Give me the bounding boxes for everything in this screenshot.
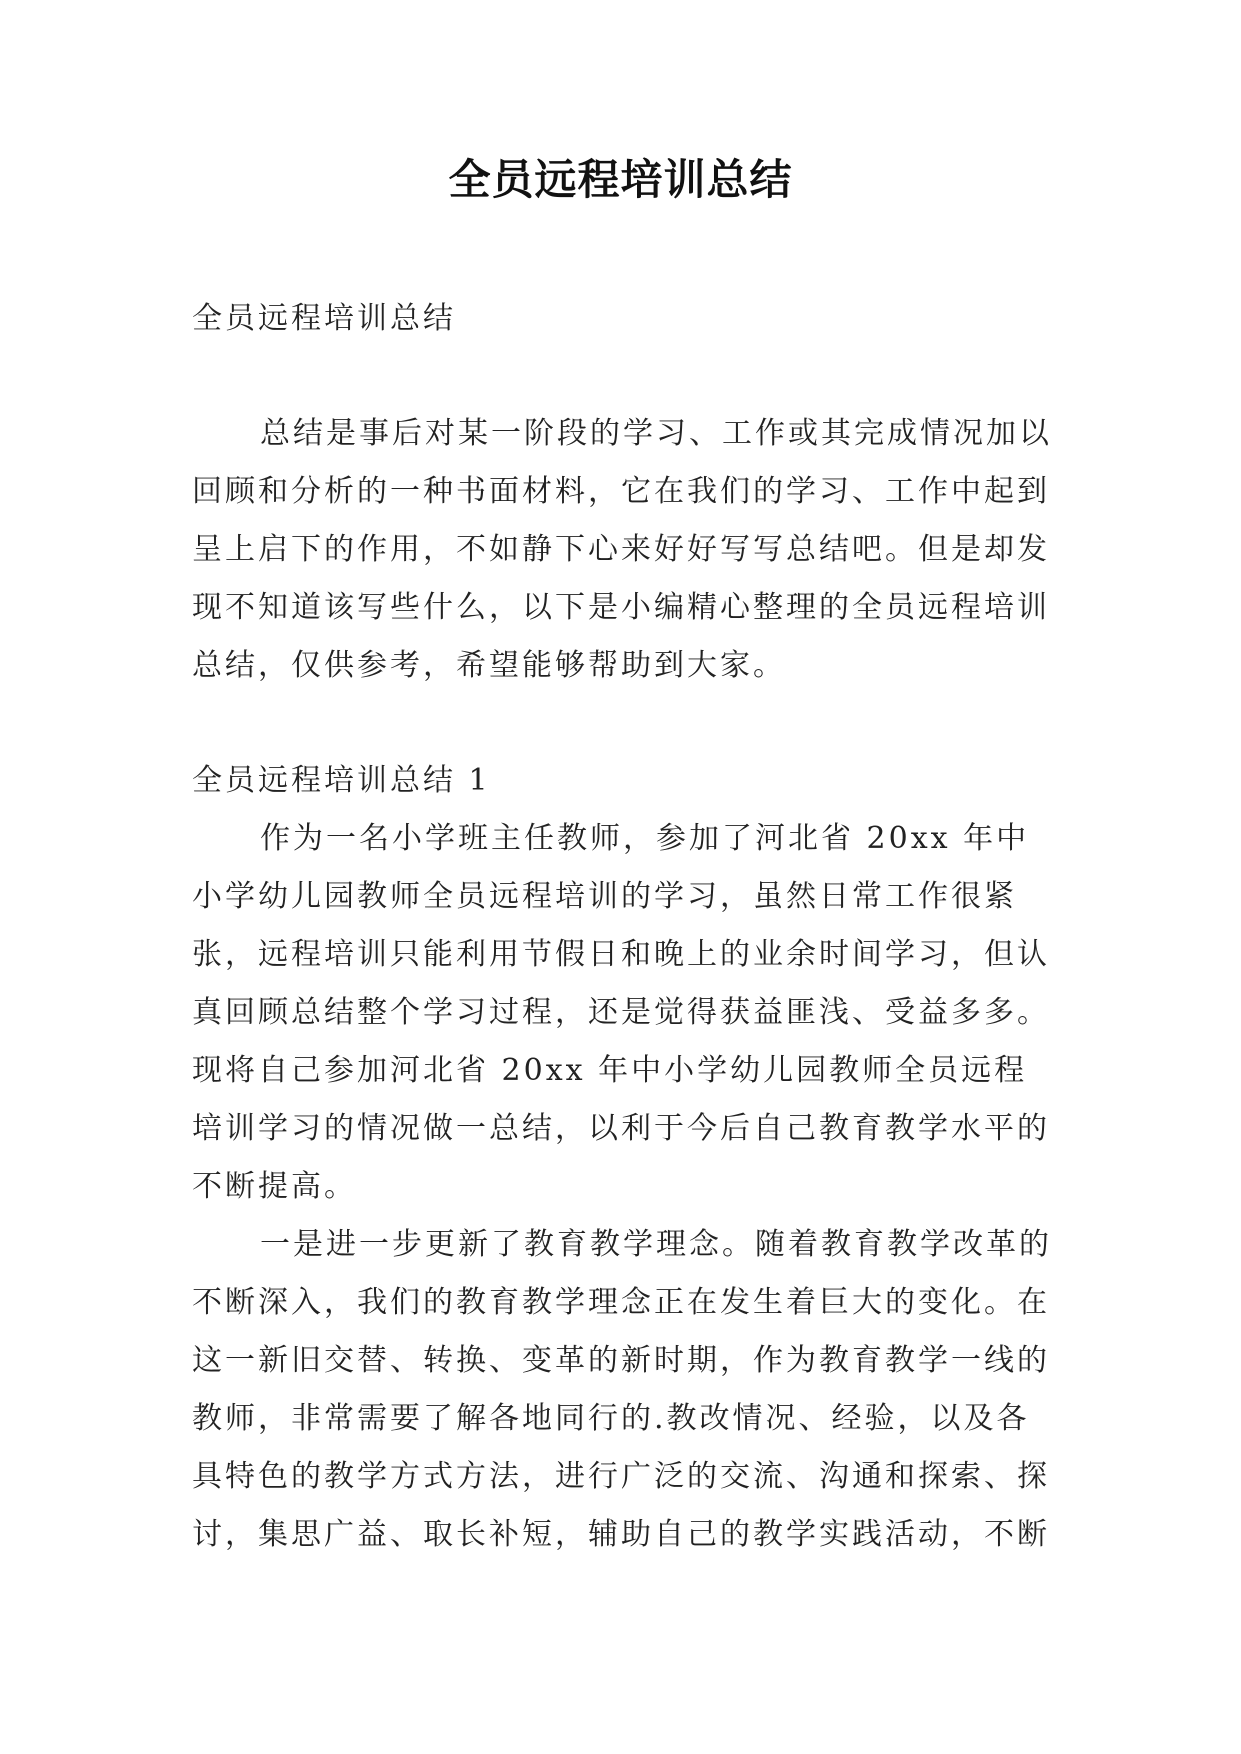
intro-section [192, 405, 1052, 695]
document-subtitle: 全员远程培训总结 [192, 301, 456, 336]
section-1-paragraph-1: 作为一名小学班主任教师，参加了河北省 20xx 年中小学幼儿园教师全员远程培训的学习，虽然日常工作很紧张，远程培训只能利用节假日和晚上的业余时间学习，但认真回顾总结整个学习过程，还是觉得获益匪浅、受益多多。现将自己参加河北省 20xx 年中小学幼儿园教师全员远程培训学习的情况做一总结，以利于今后自己教育教学水平的不断提高。 [192, 821, 1050, 1204]
document-title: 全员远程培训总结 [448, 155, 793, 204]
section-1-paragraph-2: 一是进一步更新了教育教学理念。随着教育教学改革的不断深入，我们的教育教学理念正在发生着巨大的变化。在这一新旧交替、转换、变革的新时期，作为教育教学一线的教师，非常需要了解各地同行的.教改情况、经验，以及各具特色的教学方式方法，进行广泛的交流、沟通和探索、探讨，集思广益、取长补短，辅助自己的教学实践活动，不断 [192, 1227, 1052, 1552]
section-1-heading: 全员远程培训总结 1 [192, 763, 491, 798]
section-1 [192, 752, 1052, 1564]
intro-paragraph: 总结是事后对某一阶段的学习、工作或其完成情况加以回顾和分析的一种书面材料，它在我们的学习、工作中起到呈上启下的作用，不如静下心来好好写写总结吧。但是却发现不知道该写些什么，以下是小编精心整理的全员远程培训总结，仅供参考，希望能够帮助到大家。 [192, 416, 1052, 683]
subtitle-block [192, 290, 1052, 348]
